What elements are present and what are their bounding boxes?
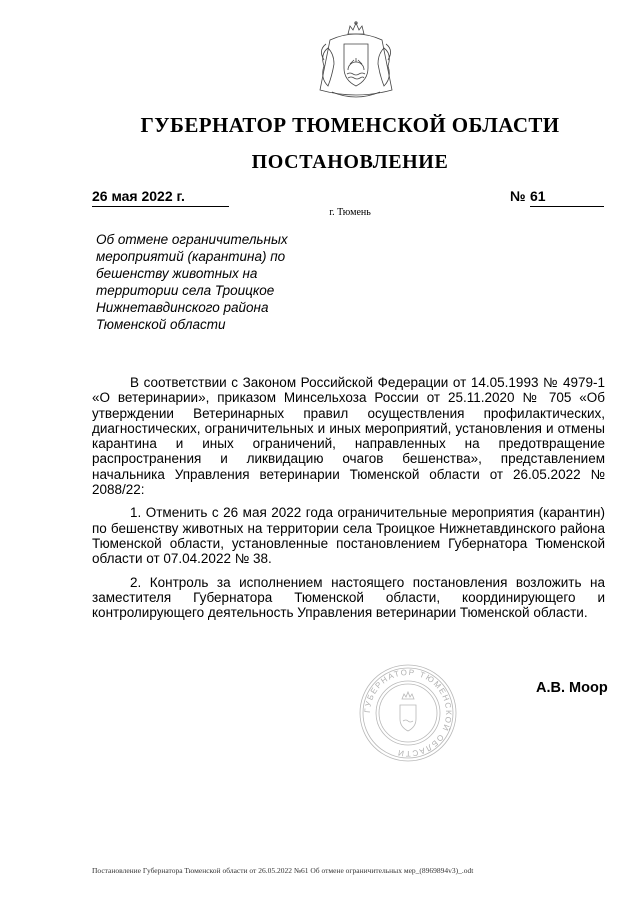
document-type-title: ПОСТАНОВЛЕНИЕ [251,151,449,173]
authority-title: ГУБЕРНАТОР ТЮМЕНСКОЙ ОБЛАСТИ [140,113,560,137]
document-date: 26 мая 2022 г. [92,188,229,207]
coat-of-arms-icon [310,20,402,102]
number-sign: № [510,188,526,204]
body-paragraph-1: 1. Отменить с 26 мая 2022 года ограничительные мероприятия (карантин) по бешенству животных на территории села Троицкое Нижнетавдинского района Тюменской области, установленные постановлением Губернатора Тюменской области от 07.04.2022 № 38. [92,505,605,567]
footer-filename: Постановление Губернатора Тюменской области от 26.05.2022 №61 Об отмене ограничительных мер_(8969894v3)_.odt [92,866,474,875]
body-paragraph-2: 2. Контроль за исполнением настоящего постановления возложить на заместителя Губернатора Тюменской области, координирующего и контролирующего деятельность Управления ветеринарии Тюменской области. [92,574,605,621]
document-city: г. Тюмень [329,207,371,218]
seal-text: ГУБЕРНАТОР ТЮМЕНСКОЙ ОБЛАСТИ [362,667,454,759]
signer-name: А.В. Моор [536,680,608,696]
document-subject: Об отмене ограничительных мероприятий (карантина) по бешенству животных на территории села Троицкое Нижнетавдинского района Тюменской области [96,232,288,332]
number-value: 61 [530,188,604,207]
official-seal-icon [358,663,458,763]
body-paragraph-preamble: В соответствии с Законом Российской Федерации от 14.05.1993 № 4979-1 «О ветеринарии», приказом Минсельхоза России от 25.11.2020 № 705 «Об утверждении Ветеринарных правил осуществления профилактических, диагностических, ограничительных и иных мероприятий, установления и отмены карантина и иных ограничений, направленных на предотвращение распространения и ликвидацию очагов бешенства», представлением начальника Управления ветеринарии Тюменской области от 26.05.2022 № 2088/22: [92,375,605,498]
document-body [92,375,605,628]
